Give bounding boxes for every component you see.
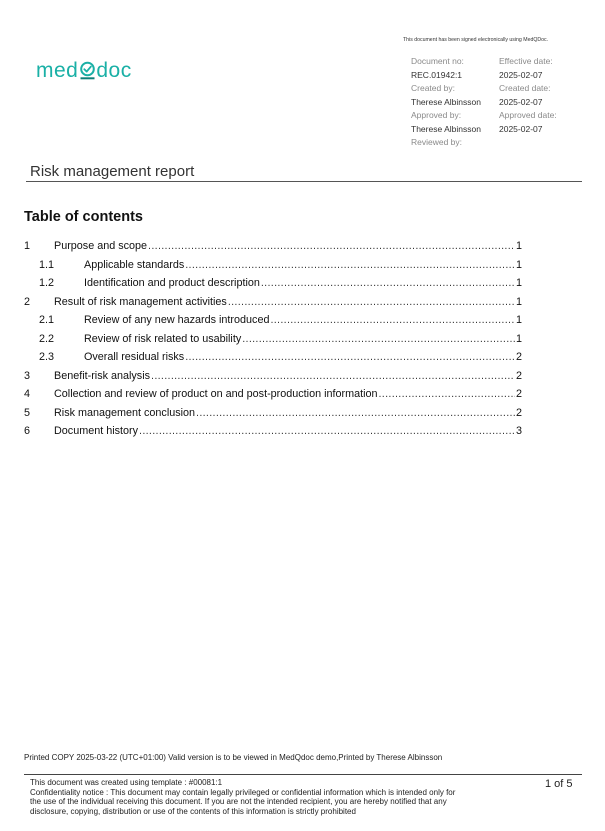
toc-leader-dots	[185, 259, 515, 271]
toc-entry-page: 2	[515, 406, 522, 419]
document-meta-right	[499, 55, 557, 136]
toc-entry[interactable]	[24, 240, 522, 259]
toc-entry-text: Risk management conclusion	[54, 406, 196, 419]
toc-entry-number: 2	[24, 295, 31, 308]
toc-entry[interactable]	[24, 314, 522, 333]
toc-entry-page: 2	[515, 351, 522, 363]
toc-leader-dots	[185, 351, 515, 363]
created-date-value: 2025-02-07	[499, 96, 543, 107]
toc-entry[interactable]	[24, 425, 522, 444]
toc-leader-dots	[228, 296, 515, 308]
toc-entry-number: 4	[24, 388, 31, 400]
confidentiality-line-2: the use of the individual receiving this document. If you are not the intended recipient, you are hereby notified that any	[30, 797, 447, 807]
toc-entry[interactable]	[24, 277, 522, 296]
toc-leader-dots	[196, 407, 515, 419]
toc-entry-text: Identification and product description	[84, 277, 260, 289]
toc-entry-number: 2.3	[39, 351, 55, 363]
confidentiality-line-3: disclosure, copying, distribution or use of the contents of this information is strictly prohibited	[30, 806, 356, 816]
logo-text-med: med	[36, 59, 79, 82]
reviewed-by-label: Reviewed by:	[411, 137, 463, 147]
toc-entry-text: Result of risk management activities	[54, 295, 227, 308]
toc-entry-number: 1.2	[39, 277, 55, 289]
document-no-label: Document no:	[411, 56, 464, 66]
printed-copy-note: Printed COPY 2025-03-22 (UTC+01:00) Valid version is to be viewed in MedQdoc demo,Printed by Therese Albinsson	[24, 753, 443, 762]
toc-entry-text: Review of risk related to usability	[84, 332, 242, 345]
toc-entry[interactable]	[24, 259, 522, 278]
toc-leader-dots	[148, 240, 515, 252]
approved-date-value: 2025-02-07	[499, 123, 543, 134]
toc-entry-text: Applicable standards	[84, 258, 185, 271]
toc-entry-number: 6	[24, 425, 31, 437]
table-of-contents	[24, 240, 522, 444]
toc-entry-number: 2.1	[39, 314, 55, 326]
toc-leader-dots	[270, 314, 515, 326]
effective-date-label: Effective date:	[499, 56, 553, 66]
title-divider	[26, 181, 582, 182]
toc-entry-page: 3	[515, 425, 522, 437]
toc-entry-text: Collection and review of product on and post-production information	[54, 388, 378, 400]
logo-text-doc: doc	[96, 59, 132, 82]
toc-entry[interactable]	[24, 388, 522, 407]
document-no-value: REC.01942:1	[411, 69, 463, 80]
document-meta-left	[411, 55, 481, 150]
footer-divider	[24, 774, 582, 775]
toc-entry[interactable]	[24, 407, 522, 426]
toc-entry[interactable]	[24, 370, 522, 389]
toc-leader-dots	[379, 388, 515, 400]
toc-entry-page: 2	[515, 388, 522, 400]
toc-leader-dots	[261, 277, 515, 289]
toc-leader-dots	[242, 333, 515, 345]
q-check-icon	[79, 61, 96, 80]
toc-entry[interactable]	[24, 333, 522, 352]
created-by-value: Therese Albinsson	[411, 96, 481, 107]
footer-notice	[30, 778, 520, 816]
toc-entry-text: Document history	[54, 425, 139, 437]
approved-by-label: Approved by:	[411, 110, 462, 120]
toc-entry-number: 1.1	[39, 258, 55, 271]
effective-date-value: 2025-02-07	[499, 69, 543, 80]
toc-entry-number: 2.2	[39, 332, 55, 345]
toc-heading: Table of contents	[24, 209, 143, 225]
toc-leader-dots	[139, 425, 515, 437]
toc-entry[interactable]	[24, 296, 522, 315]
toc-entry-text: Benefit-risk analysis	[54, 369, 151, 382]
toc-entry-text: Purpose and scope	[54, 240, 148, 252]
template-note: This document was created using template : #00081:1	[30, 778, 223, 787]
toc-leader-dots	[151, 370, 515, 382]
toc-entry-page: 1	[515, 258, 522, 271]
toc-entry-page: 2	[515, 369, 522, 382]
created-date-label: Created date:	[499, 83, 551, 93]
toc-entry-number: 5	[24, 406, 31, 419]
signed-electronically-note: This document has been signed electronically using MedQDoc.	[403, 37, 549, 43]
medqdoc-logo	[36, 60, 132, 81]
document-title: Risk management report	[30, 163, 195, 180]
confidentiality-line-1: Confidentiality notice : This document may contain legally privileged or confidential information which is intended only for	[30, 787, 456, 797]
page-number: 1 of 5	[545, 778, 573, 790]
toc-entry-text: Overall residual risks	[84, 351, 185, 363]
approved-date-label: Approved date:	[499, 110, 557, 120]
toc-entry-page: 1	[515, 277, 522, 289]
approved-by-value: Therese Albinsson	[411, 123, 481, 134]
toc-entry[interactable]	[24, 351, 522, 370]
toc-entry-page: 1	[515, 240, 522, 252]
toc-entry-text: Review of any new hazards introduced	[84, 314, 270, 326]
toc-entry-page: 1	[515, 295, 522, 308]
toc-entry-page: 1	[515, 314, 522, 326]
created-by-label: Created by:	[411, 83, 455, 93]
toc-entry-number: 3	[24, 369, 31, 382]
toc-entry-number: 1	[24, 240, 31, 252]
toc-entry-page: 1	[515, 332, 522, 345]
